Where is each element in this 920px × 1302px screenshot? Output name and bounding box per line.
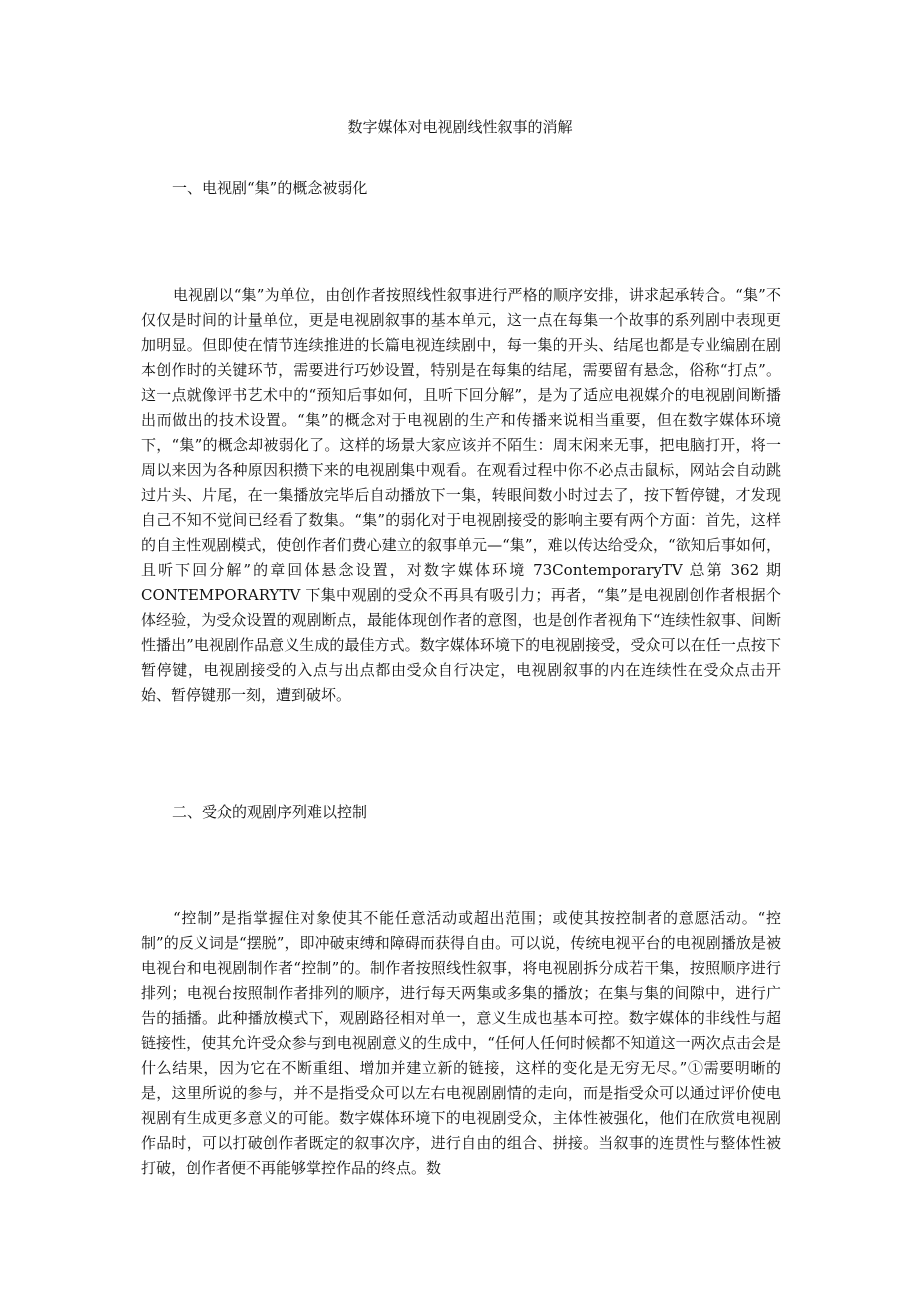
section-heading-2: 二、受众的观剧序列难以控制 [172, 803, 368, 821]
section-paragraph-1: 电视剧以“集”为单位，由创作者按照线性叙事进行严格的顺序安排，讲求起承转合。“集”不仅仅是时间的计量单位，更是电视剧叙事的基本单元，这一点在每集一个故事的系列剧中表现更加明显。但即使在情节连续推进的长篇电视连续剧中，每一集的开头、结尾也都是专业编剧在剧本创作时的关键环节，需要进行巧妙设置，特别是在每集的结尾，需要留有悬念，俗称“打点”。这一点就像评书艺术中的“预知后事如何，且听下回分解”，是为了适应电视媒介的电视剧间断播出而做出的技术设置。“集”的概念对于电视剧的生产和传播来说相当重要，但在数字媒体环境下，“集”的概念却被弱化了。这样的场景大家应该并不陌生：周末闲来无事，把电脑打开，将一周以来因为各种原因积攒下来的电视剧集中观看。在观看过程中你不必点击鼠标，网站会自动跳过片头、片尾，在一集播放完毕后自动播放下一集，转眼间数小时过去了，按下暂停键，才发现自己不知不觉间已经看了数集。“集”的弱化对于电视剧接受的影响主要有两个方面：首先，这样的自主性观剧模式，使创作者们费心建立的叙事单元—“集”，难以传达给受众，“欲知后事如何，且听下回分解”的章回体悬念设置，对数字媒体环境 73ContemporaryTV 总第 362 期 CONTEMPORARYTV 下集中观剧的受众不再具有吸引力；再者，“集”是电视剧创作者根据个体经验，为受众设置的观剧断点，最能体现创作者的意图，也是创作者视角下“连续性叙事、间断性播出”电视剧作品意义生成的最佳方式。数字媒体环境下的电视剧接受，受众可以在任一点按下暂停键，电视剧接受的入点与出点都由受众自行决定，电视剧叙事的内在连续性在受众点击开始、暂停键那一刻，遭到破坏。 [141, 286, 781, 704]
section-heading-1: 一、电视剧“集”的概念被弱化 [172, 179, 368, 197]
document-title: 数字媒体对电视剧线性叙事的消解 [347, 118, 573, 136]
section-paragraph-2: “控制”是指掌握住对象使其不能任意活动或超出范围；或使其按控制者的意愿活动。“控制”的反义词是“摆脱”，即冲破束缚和障碍而获得自由。可以说，传统电视平台的电视剧播放是被电视台和电视剧制作者“控制”的。制作者按照线性叙事，将电视剧拆分成若干集，按照顺序进行排列；电视台按照制作者排列的顺序，进行每天两集或多集的播放；在集与集的间隙中，进行广告的插播。此种播放模式下，观剧路径相对单一，意义生成也基本可控。数字媒体的非线性与超链接性，使其允许受众参与到电视剧意义的生成中，“任何人任何时候都不知道这一两次点击会是什么结果，因为它在不断重组、增加并建立新的链接，这样的变化是无穷无尽。”①需要明晰的是，这里所说的参与，并不是指受众可以左右电视剧剧情的走向，而是指受众可以通过评价使电视剧有生成更多意义的可能。数字媒体环境下的电视剧受众，主体性被强化，他们在欣赏电视剧作品时，可以打破创作者既定的叙事次序，进行自由的组合、拼接。当叙事的连贯性与整体性被打破，创作者便不再能够掌控作品的终点。数 [141, 909, 781, 1177]
